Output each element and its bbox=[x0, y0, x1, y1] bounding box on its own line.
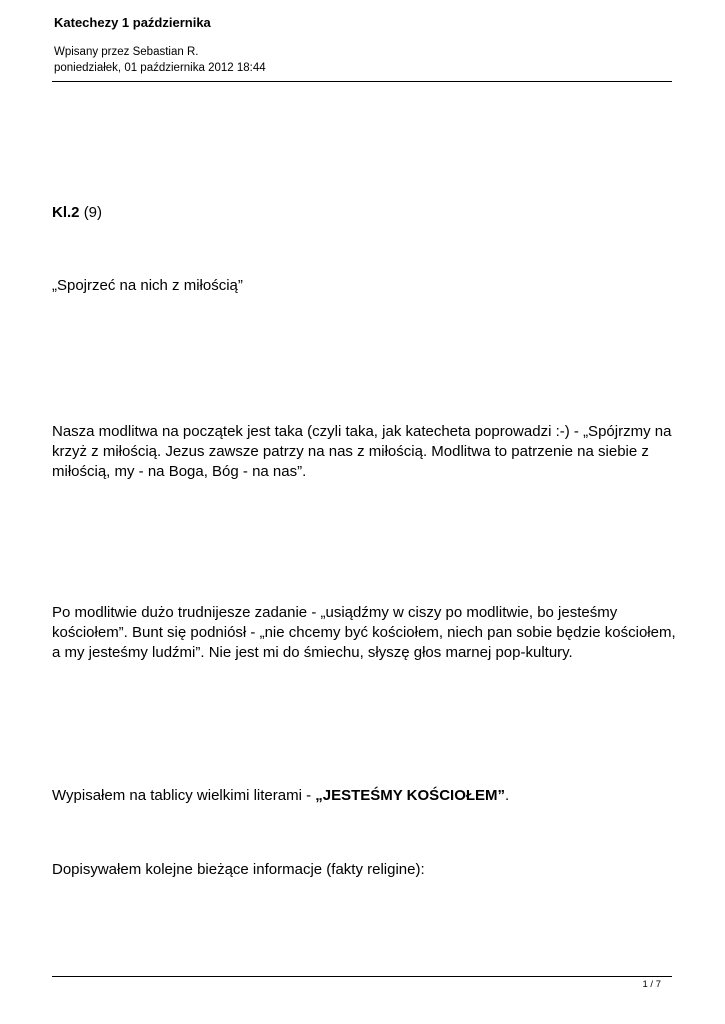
class-heading bbox=[52, 203, 677, 223]
blackboard-emphasis: „JESTEŚMY KOŚCIOŁEM” bbox=[315, 787, 506, 804]
blackboard-suffix: . bbox=[505, 787, 510, 804]
document-title: Katechezy 1 października bbox=[54, 15, 211, 30]
lesson-quote: „Spojrzeć na nich z miłością” bbox=[52, 277, 243, 294]
blackboard-paragraph bbox=[52, 786, 677, 806]
author-line: Wpisany przez Sebastian R. bbox=[54, 46, 199, 58]
footer-divider bbox=[52, 976, 672, 977]
prayer-paragraph: Nasza modlitwa na początek jest taka (czyli taka, jak katecheta poprowadzi :-) - „Spójrzmy na krzyż z miłością. Jezus zawsze patrzy na nas z miłością. Modlitwa to patrzenie na siebie z miłością, my - na Boga, Bóg - na nas”. bbox=[52, 423, 672, 480]
after-prayer-paragraph: Po modlitwie dużo trudnijesze zadanie - „usiądźmy w ciszy po modlitwie, bo jesteśmy kościołem”. Bunt się podniósł - „nie chcemy być kościołem, niech pan sobie będzie kościołem, a my jesteśmy ludźmi”. Nie jest mi do śmiechu, słyszę głos marnej pop-kultury. bbox=[52, 604, 676, 661]
header-divider bbox=[52, 81, 672, 82]
page-number: 1 / 7 bbox=[642, 979, 661, 990]
class-label: Kl.2 bbox=[52, 204, 80, 221]
more-info-paragraph: Dopisywałem kolejne bieżące informacje (fakty religine): bbox=[52, 861, 425, 878]
date-line: poniedziałek, 01 października 2012 18:44 bbox=[54, 62, 266, 74]
class-count: (9) bbox=[83, 204, 103, 221]
blackboard-prefix: Wypisałem na tablicy wielkimi literami - bbox=[52, 787, 316, 804]
